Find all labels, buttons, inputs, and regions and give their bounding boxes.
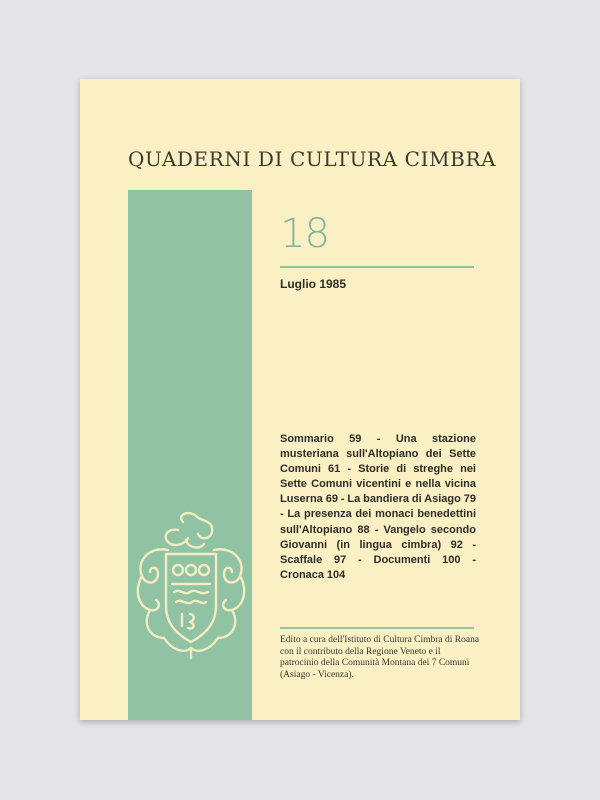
table-of-contents: Sommario 59 - Una stazione musteriana sull'Altopiano dei Sette Comuni 61 - Storie di streghe nei Sette Comuni vicentini e nella vicina Luserna 69 - La bandiera di Asiago 79 - La presenza dei monaci benedettini sull'Altopiano 88 - Vangelo secondo Giovanni (in lingua cimbra) 92 - Scaffale 97 - Documenti 100 - Cronaca 104 — [280, 433, 476, 581]
publisher-credits: Edito a cura dell'Istituto di Cultura Cimbra di Roana con il contributo della Regione Veneto e il patrocinio della Comunità Montana dei 7 Comuni (Asiago - Vicenza). — [280, 635, 480, 680]
coat-of-arms-icon — [128, 510, 254, 660]
magazine-cover — [80, 79, 520, 720]
divider-top — [280, 266, 474, 268]
green-band — [128, 190, 252, 720]
series-title: QUADERNI DI CULTURA CIMBRA — [128, 147, 497, 171]
issue-date: Luglio 1985 — [280, 277, 347, 291]
divider-bottom — [280, 627, 474, 629]
issue-number: 18 — [280, 211, 329, 257]
